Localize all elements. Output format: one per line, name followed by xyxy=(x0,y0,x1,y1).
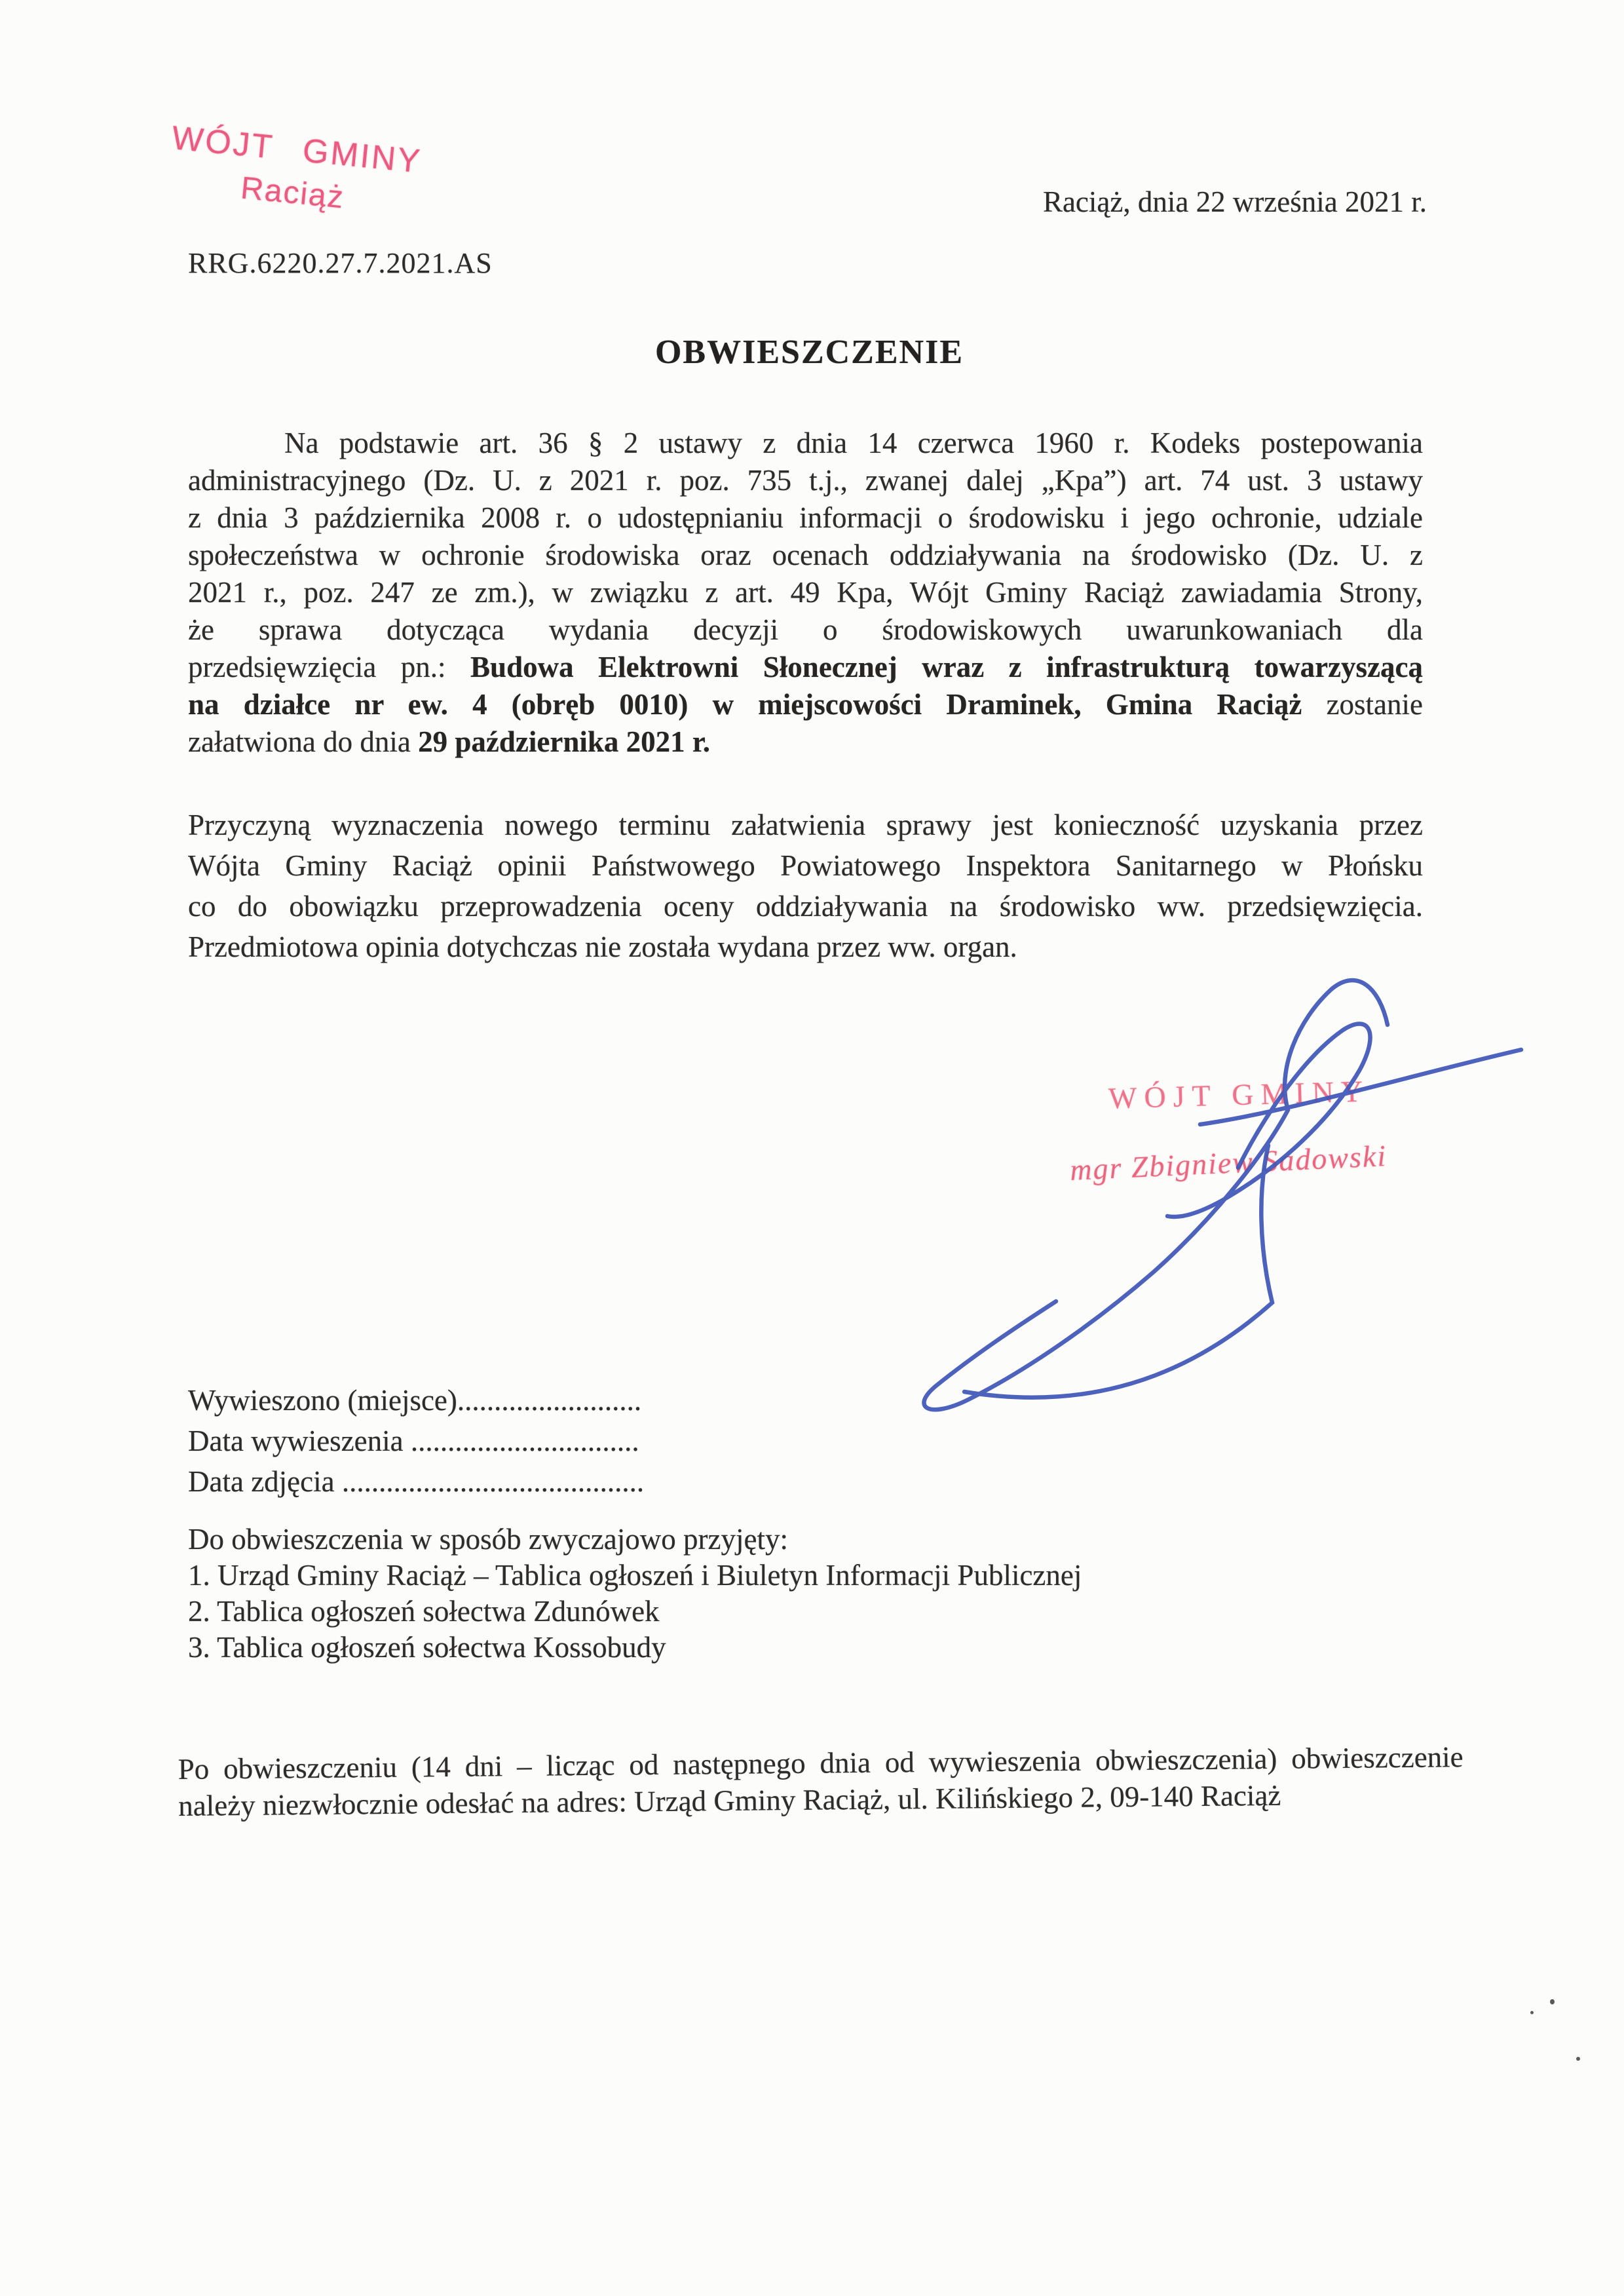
paragraph-line: z dnia 3 października 2008 r. o udostępnianiu informacji o środowisku i jego ochronie, udziale xyxy=(188,501,1423,534)
paragraph-line: administracyjnego (Dz. U. z 2021 r. poz. 735 t.j., zwanej dalej „Kpa”) art. 74 ust. 3 ustawy xyxy=(188,464,1423,497)
signature-stroke-bottom-arc xyxy=(964,1145,1272,1398)
deadline-date-bold: 29 października 2021 r. xyxy=(418,725,710,758)
stamp-office-name: WÓJT GMINY xyxy=(170,119,424,180)
distribution-list xyxy=(188,1521,1423,1666)
project-name-bold: Budowa Elektrowni Słonecznej wraz z infrastrukturą towarzyszącą xyxy=(470,651,1423,683)
stamp-office-town: Raciąż xyxy=(239,170,347,216)
signature-stamp-office: WÓJT GMINY xyxy=(1108,1074,1370,1115)
scan-speck xyxy=(1550,1999,1555,2004)
paragraph-line-text: przedsięwzięcia pn.: xyxy=(188,651,471,683)
paragraph-line: społeczeństwa w ochronie środowiska oraz ocenach oddziaływania na środowisko (Dz. U. z xyxy=(188,539,1423,571)
paragraph-line: Na podstawie art. 36 § 2 ustawy z dnia 14 czerwca 1960 r. Kodeks postepowania xyxy=(284,427,1423,459)
distribution-item: 2. Tablica ogłoszeń sołectwa Zdunówek xyxy=(188,1595,660,1628)
paragraph-line-text: zostanie xyxy=(1302,688,1423,721)
project-name-bold: na działce nr ew. 4 (obręb 0010) w miejscowości Draminek, Gmina Raciąż xyxy=(188,688,1302,721)
paragraph-line: Przedmiotowa opinia dotychczas nie została wydana przez ww. organ. xyxy=(188,930,1017,963)
distribution-item: 3. Tablica ogłoszeń sołectwa Kossobudy xyxy=(188,1631,666,1664)
paragraph-legal-basis xyxy=(188,425,1423,761)
paragraph-line: że sprawa dotycząca wydania decyzji o środowiskowych uwarunkowaniach dla xyxy=(188,613,1423,646)
posting-date-line: Data wywieszenia ............................... xyxy=(188,1425,639,1457)
signature-stroke-inner-loop xyxy=(1167,1024,1370,1217)
paragraph-reason xyxy=(188,805,1423,967)
paragraph-line: Po obwieszczeniu (14 dni – licząc od następnego dnia od wywieszenia obwieszczenia) obwieszczenie xyxy=(178,1740,1463,1786)
scan-speck xyxy=(1530,2011,1534,2014)
paragraph-line: należy niezwłocznie odesłać na adres: Urząd Gminy Raciąż, ul. Kilińskiego 2, 09-140 Raciąż xyxy=(178,1778,1281,1822)
distribution-header: Do obwieszczenia w sposób zwyczajowo przyjęty: xyxy=(188,1523,788,1556)
paragraph-line: co do obowiązku przeprowadzenia oceny oddziaływania na środowisko ww. przedsięwzięcia. xyxy=(188,890,1423,923)
case-reference-number: RRG.6220.27.7.2021.AS xyxy=(188,247,493,279)
posting-place-line: Wywieszono (miejsce)......................... xyxy=(188,1384,642,1417)
paragraph-line xyxy=(188,723,1423,761)
scan-speck xyxy=(1576,2057,1580,2061)
paragraph-line xyxy=(188,649,1423,686)
office-ink-stamp xyxy=(138,115,452,225)
signature-stroke-right-tail xyxy=(1200,1050,1521,1124)
document-date: Raciąż, dnia 22 września 2021 r. xyxy=(1042,185,1427,218)
paragraph-line-text: załatwiona do dnia xyxy=(188,725,419,758)
distribution-item: 1. Urząd Gminy Raciąż – Tablica ogłoszeń i Biuletyn Informacji Publicznej xyxy=(188,1559,1082,1592)
removal-date-line: Data zdjęcia ......................................... xyxy=(188,1465,645,1498)
paragraph-line: 2021 r., poz. 247 ze zm.), w związku z art. 49 Kpa, Wójt Gminy Raciąż zawiadamia Strony, xyxy=(188,576,1423,609)
signature-stamp-signer-name: mgr Zbigniew Sadowski xyxy=(1069,1139,1388,1187)
signature-ink xyxy=(871,970,1533,1415)
posting-record xyxy=(188,1380,1423,1502)
document-title: OBWIESZCZENIE xyxy=(654,334,964,371)
paragraph-line: Wójta Gminy Raciąż opinii Państwowego Powiatowego Inspektora Sanitarnego w Płońsku xyxy=(188,849,1423,882)
paragraph-line: Przyczyną wyznaczenia nowego terminu załatwienia sprawy jest konieczność uzyskania przez xyxy=(188,809,1423,841)
paragraph-line xyxy=(188,686,1423,723)
return-instruction xyxy=(178,1738,1463,1824)
signature-stroke-loop-diagonal xyxy=(924,980,1388,1409)
